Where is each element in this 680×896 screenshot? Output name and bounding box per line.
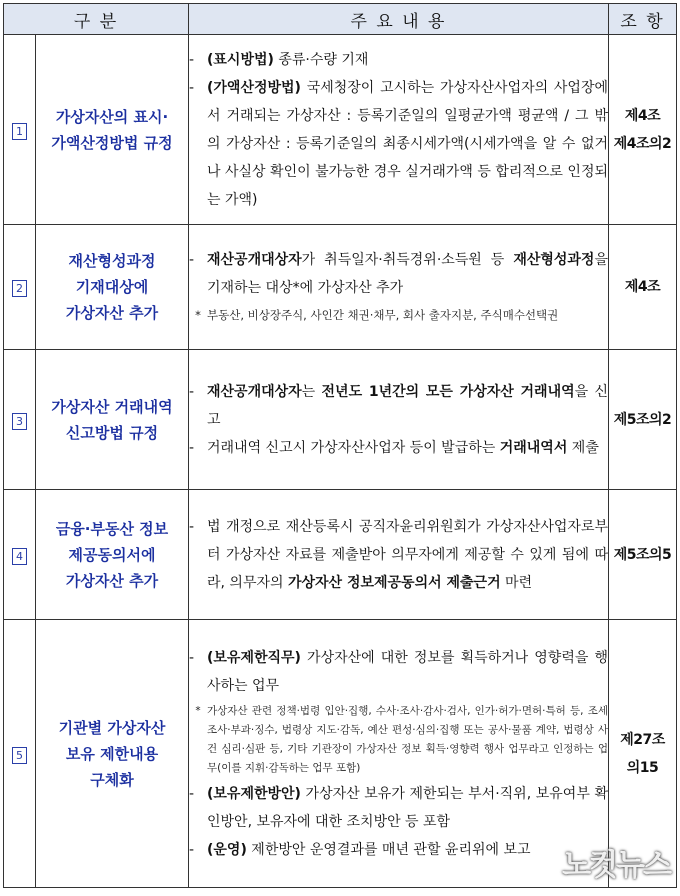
list-item: - 재산공개대상자가 취득일자·취득경위·소득원 등 재산형성과정을 기재하는 대상*에 가상자산 추가: [189, 252, 608, 296]
row-content: [189, 225, 609, 350]
row-number: 2: [12, 280, 27, 297]
row-content: [189, 350, 609, 490]
list-item: - 법 개정으로 재산등록시 공직자윤리위원회가 가상자산사업자로부터 가상자산 자료를 제출받아 의무자에게 제공할 수 있게 됨에 따라, 의무자의 가상자산 정보제공동의서 제출근거 마련: [189, 518, 608, 591]
row-category: 금융·부동산 정보 제공동의서에 가상자산 추가: [36, 490, 189, 620]
list-item: - (보유제한직무) 가상자산에 대한 정보를 획득하거나 영향력을 행사하는 업무: [189, 649, 608, 694]
row-article: 제5조의5: [609, 490, 677, 620]
list-item: - 재산공개대상자는 전년도 1년간의 모든 가상자산 거래내역을 신고: [189, 383, 609, 428]
list-item: - (가액산정방법) 국세청장이 고시하는 가상자산사업자의 사업장에서 거래되는 가상자산 : 등록기준일의 일평균가액 평균액 / 그 밖의 가상자산 : 등록기준일의 최종시세가액(시세가액을 알 수 없거나 사실상 확인이 불가능한 경우 실거래가액 등 합리적으로 인정되는 가액): [189, 79, 608, 208]
header-content: 주 요 내 용: [189, 4, 609, 35]
regulation-table: [3, 3, 677, 888]
row-article: 제5조의2: [609, 350, 677, 490]
row-number: 4: [12, 548, 27, 565]
header-article: 조 항: [609, 4, 677, 35]
footnote: * 부동산, 비상장주식, 사인간 채권·채무, 회사 출자지분, 주식매수선택권: [195, 308, 559, 322]
row-content: [189, 490, 609, 620]
footnote: * 가상자산 관련 정책·법령 입안·집행, 수사·조사·감사·검사, 인가·허가·면허·특허 등, 조세 조사·부과·징수, 법령상 지도·감독, 예산 편성·심의·집행 또는 공사·물품 계약, 법령상 사건 심리·심판 등, 기타 기관장이 가상자산 정보 획득·영향력 행사 업무라고 인정하는 업무(이를 지휘·감독하는 업무 포함): [195, 704, 608, 774]
row-content: [189, 620, 609, 888]
row-category: 가상자산 거래내역 신고방법 규정: [36, 350, 189, 490]
row-article: 제4조: [609, 225, 677, 350]
row-category: 재산형성과정 기재대상에 가상자산 추가: [36, 225, 189, 350]
row-number: 5: [12, 747, 27, 764]
table-row: [4, 35, 677, 225]
header-category: 구 분: [4, 4, 189, 35]
row-number: 1: [12, 123, 27, 140]
list-item: - 거래내역 신고시 가상자산사업자 등이 발급하는 거래내역서 제출: [189, 439, 599, 456]
row-number: 3: [12, 413, 27, 430]
row-article: 제4조 제4조의2: [609, 35, 677, 225]
table-row: [4, 490, 677, 620]
list-item: - (보유제한방안) 가상자산 보유가 제한되는 부서·직위, 보유여부 확인방안, 보유자에 대한 조치방안 등 포함: [189, 785, 608, 830]
row-content: [189, 35, 609, 225]
header-row: [4, 4, 677, 35]
row-category: 기관별 가상자산 보유 제한내용 구체화: [36, 620, 189, 888]
row-article: 제27조 의15: [609, 620, 677, 888]
list-item: - (운영) 제한방안 운영결과를 매년 관할 윤리위에 보고: [189, 841, 531, 858]
watermark-logo: 노컷뉴스: [562, 848, 670, 883]
list-item: - (표시방법) 종류·수량 기재: [189, 51, 369, 68]
row-category: 가상자산의 표시· 가액산정방법 규정: [36, 35, 189, 225]
table-row: [4, 225, 677, 350]
table-row: [4, 350, 677, 490]
